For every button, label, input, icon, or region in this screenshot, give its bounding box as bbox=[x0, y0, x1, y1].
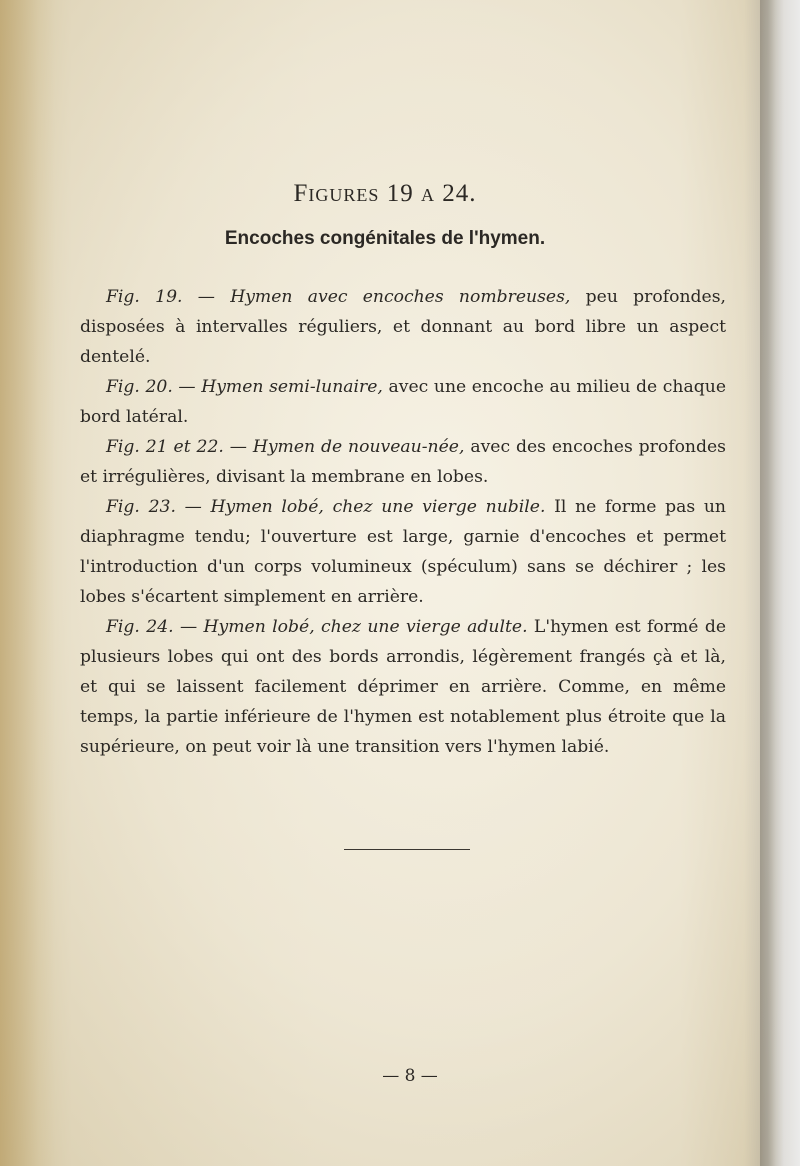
page-subheading: Encoches congénitales de l'hymen. bbox=[224, 228, 546, 249]
paragraph-fig-20 bbox=[80, 372, 726, 432]
paragraph-fig-19 bbox=[80, 282, 726, 372]
figure-caption-text: L'hymen est formé de plusieurs lobes qui ont des bords arrondis, légèrement frangés çà et là, et qui se laissent facilement déprimer en arrière. Comme, en même temps, la partie inférieure de l'hymen est notablement plus étroite que la supérieure, on peut voir là une transition vers l'hymen labié. bbox=[80, 617, 726, 757]
page-left-edge-shadow bbox=[0, 0, 55, 1166]
paragraph-fig-24 bbox=[80, 612, 726, 762]
page-heading: Figures 19 a 24. bbox=[293, 180, 477, 207]
figure-caption-lead: Fig. 23. — Hymen lobé, chez une vierge nubile. bbox=[106, 497, 546, 517]
figure-caption-text: Il ne forme pas un diaphragme tendu; l'ouverture est large, garnie d'encoches et permet l'introduction d'un corps volumineux (spéculum) sans se déchirer ; les lobes s'écartent simplement en arrière. bbox=[80, 497, 726, 607]
figure-descriptions bbox=[80, 282, 726, 762]
figure-caption-text: avec une encoche au milieu de chaque bord latéral. bbox=[80, 377, 726, 427]
section-divider-rule bbox=[344, 849, 470, 850]
paragraph-fig-21-22 bbox=[80, 432, 726, 492]
page-right-edge-binding bbox=[760, 0, 800, 1166]
figure-caption-text: peu profondes, disposées à intervalles réguliers, et donnant au bord libre un aspect dentelé. bbox=[80, 287, 726, 367]
figure-caption-lead: Fig. 20. — Hymen semi-lunaire, bbox=[106, 377, 383, 397]
figure-caption-lead: Fig. 21 et 22. — Hymen de nouveau-née, bbox=[106, 437, 465, 457]
figure-caption-lead: Fig. 24. — Hymen lobé, chez une vierge adulte. bbox=[106, 617, 528, 637]
figure-caption-text: avec des encoches profondes et irrégulières, divisant la membrane en lobes. bbox=[80, 437, 726, 487]
page-number: — 8 — bbox=[382, 1066, 438, 1086]
paragraph-fig-23 bbox=[80, 492, 726, 612]
figure-caption-lead: Fig. 19. — Hymen avec encoches nombreuses, bbox=[106, 287, 571, 307]
